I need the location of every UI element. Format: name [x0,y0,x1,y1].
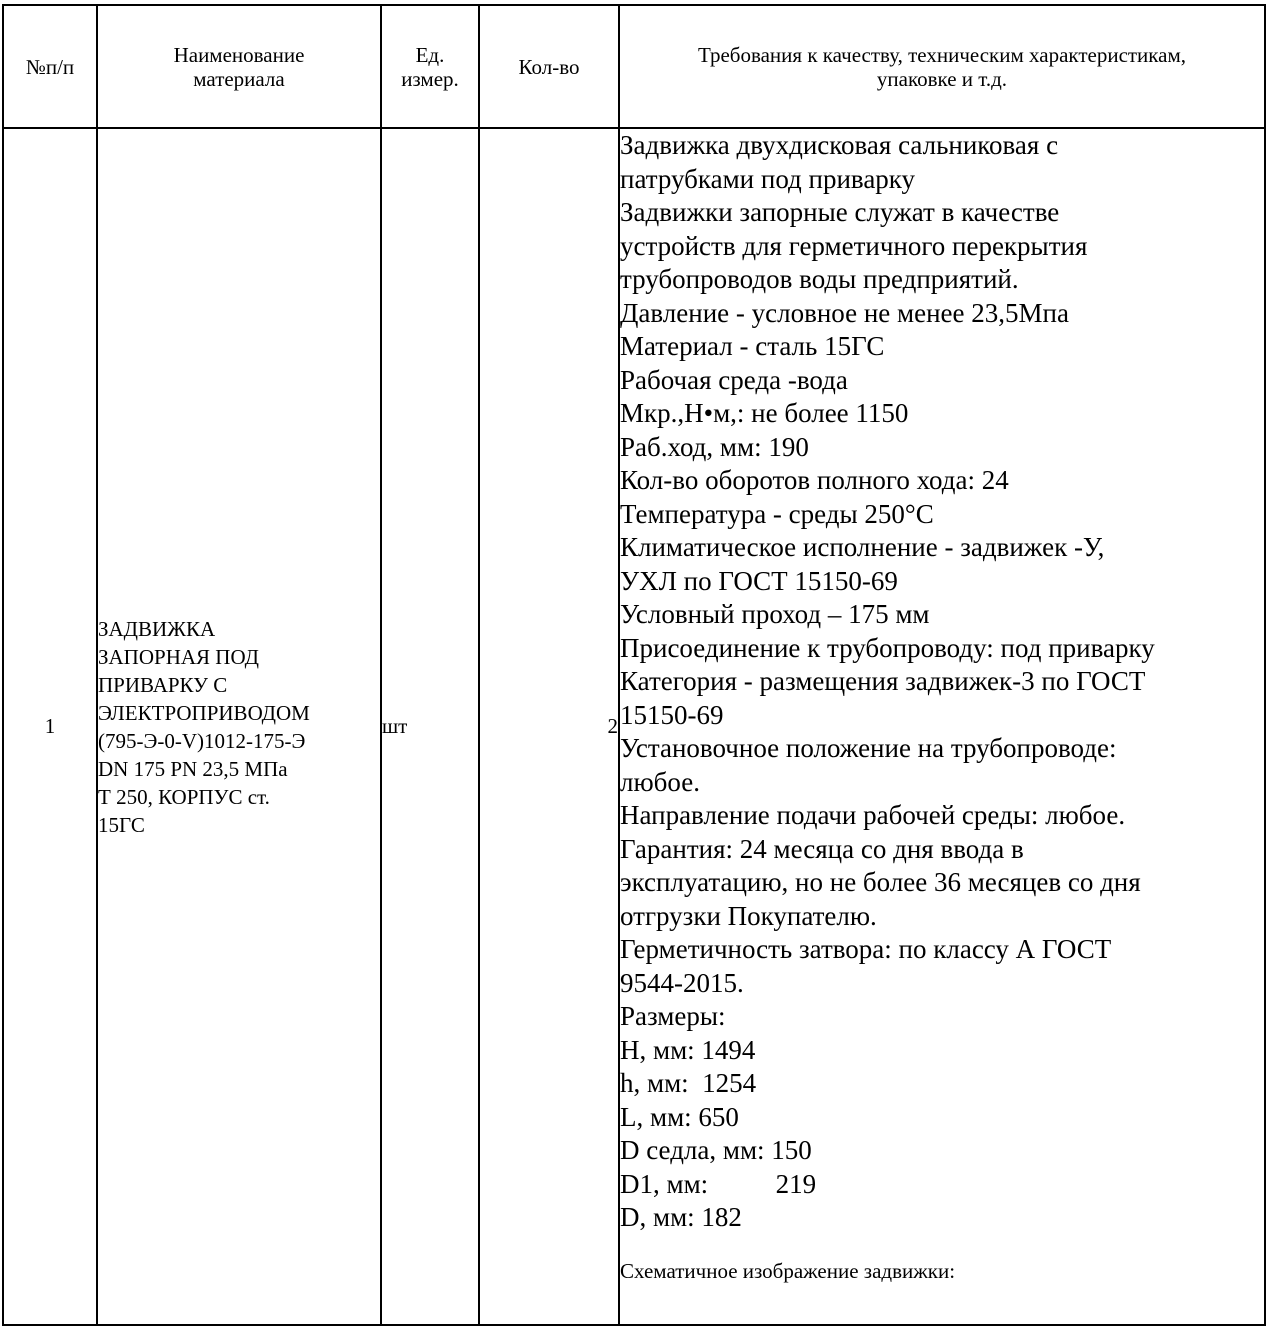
req-line: патрубками под приварку [620,163,916,194]
row-requirements [619,128,1265,1325]
header-unit-line2: измер. [401,66,459,91]
header-name [97,5,381,128]
header-qty: Кол-во [479,5,619,128]
header-req-line1: Требования к качеству, техническим характеристикам, [697,42,1187,67]
req-line: D1, мм: 219 [620,1168,817,1199]
req-line: D седла, мм: 150 [620,1135,812,1165]
req-line: УХЛ по ГОСТ 15150-69 [620,565,898,596]
req-line: Мкр.,Н•м,: не более 1150 [620,398,909,428]
requirements-text [620,129,1264,1235]
header-name-line2: материала [193,66,285,91]
req-line: 9544-2015. [620,967,744,998]
req-line: Герметичность затвора: по классу А ГОСТ [620,934,1112,964]
specification-table [2,4,1266,1326]
req-line: трубопроводов воды предприятий. [620,264,1019,294]
spacer [620,1235,1264,1257]
req-line: Температура - среды 250°С [620,498,934,529]
req-line: Давление - условное не менее 23,5Мпа [620,297,1069,328]
header-num: №п/п [3,5,97,128]
req-line: 15150-69 [620,699,724,730]
req-line: Установочное положение на трубопроводе: [620,733,1117,763]
req-line: D, мм: 182 [620,1202,742,1232]
req-line: устройств для герметичного перекрытия [620,230,1088,261]
name-line: ЭЛЕКТРОПРИВОДОМ [98,700,310,725]
req-line: Задвижки запорные служат в качестве [620,197,1060,227]
req-line: Рабочая среда -вода [620,364,848,395]
table-row [3,128,1265,1325]
name-line: 15ГС [98,812,145,837]
req-line: Материал - сталь 15ГС [620,331,885,361]
req-line: отгрузки Покупателю. [620,900,877,931]
row-qty: 2 [479,128,619,1325]
req-line: H, мм: 1494 [620,1034,756,1065]
req-line: Задвижка двухдисковая сальниковая с [620,130,1059,160]
req-line: Направление подачи рабочей среды: любое. [620,800,1126,830]
req-line: h, мм: 1254 [620,1068,757,1098]
name-line: ПРИВАРКУ С [98,672,228,697]
schematic-caption: Схематичное изображение задвижки: [620,1258,956,1283]
name-line: ЗАПОРНАЯ ПОД [98,644,259,669]
name-line: Т 250, КОРПУС ст. [98,784,270,809]
name-line: (795-Э-0-V)1012-175-Э [98,728,306,753]
req-line: любое. [620,766,700,797]
req-line: Гарантия: 24 месяца со дня ввода в [620,833,1024,864]
header-requirements [619,5,1265,128]
req-line: Кол-во оборотов полного хода: 24 [620,465,1009,495]
req-line: Присоединение к трубопроводу: под приварку [620,632,1155,663]
row-material-name [97,128,381,1325]
header-unit [381,5,479,128]
row-num: 1 [3,128,97,1325]
header-name-line1: Наименование [173,42,305,67]
req-line: эксплуатацию, но не более 36 месяцев со дня [620,867,1141,897]
row-unit: шт [381,128,479,1325]
name-line: ЗАДВИЖКА [98,616,216,641]
header-req-line2: упаковке и т.д. [876,66,1008,91]
req-line: Размеры: [620,1001,726,1031]
name-line: DN 175 PN 23,5 МПа [98,756,288,781]
req-line: Раб.ход, мм: 190 [620,431,809,462]
req-line: Условный проход – 175 мм [620,599,930,629]
header-unit-line1: Ед. [415,42,445,67]
req-line: L, мм: 650 [620,1101,739,1132]
table-header-row [3,5,1265,128]
req-line: Климатическое исполнение - задвижек -У, [620,532,1105,562]
req-line: Категория - размещения задвижек-3 по ГОСТ [620,666,1146,696]
